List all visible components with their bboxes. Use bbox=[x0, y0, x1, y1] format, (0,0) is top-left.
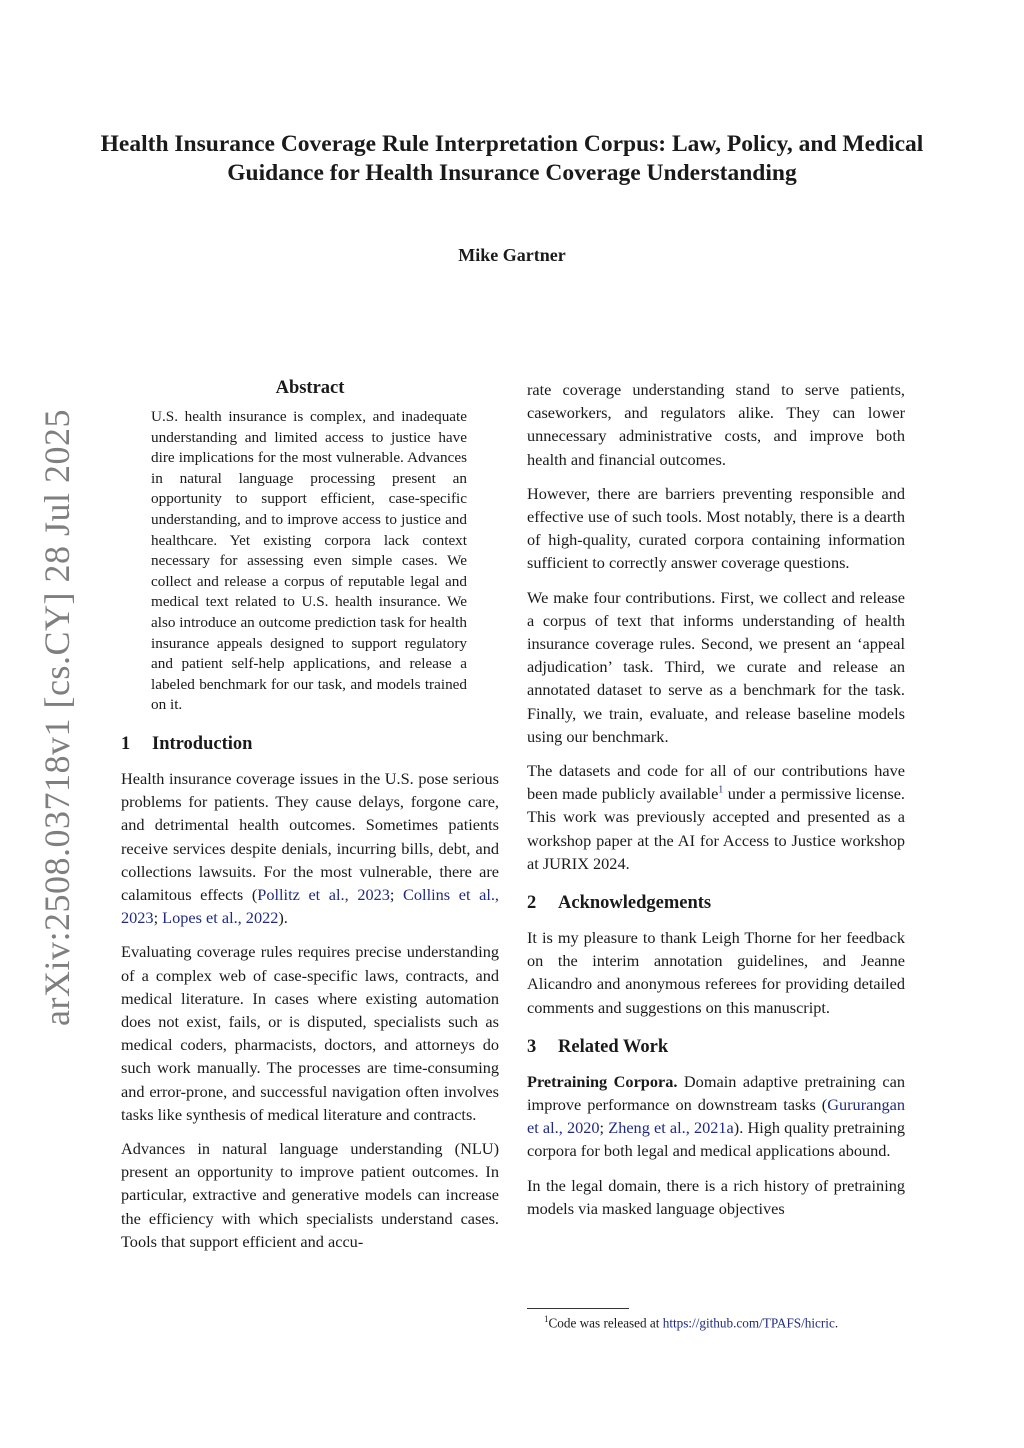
section-title: Related Work bbox=[558, 1036, 669, 1057]
ack-paragraph-1: It is my pleasure to thank Leigh Thorne for her feedback on the interim annotation guidelines, and Jeanne Alicandro and anonymous referees for providing detailed comments and suggestions on this manuscript. bbox=[527, 928, 905, 1017]
paragraph-text: ). bbox=[278, 908, 288, 928]
citation-link[interactable]: Zheng et al., 2021a bbox=[608, 1118, 734, 1138]
footnote-mark: 1 bbox=[544, 1314, 549, 1324]
abstract-text: U.S. health insurance is complex, and inadequate understanding and limited access to justice have dire implications for the most vulnerable. Advances in natural language processing present an opportunity to support efficient, case-specific understanding, and to improve access to justice and healthcare. Yet existing corpora lack context necessary for assessing even simple cases. We collect and release a corpus of reputable legal and medical text related to U.S. health insurance. We also introduce an outcome prediction task for health insurance appeals designed to support regulatory and patient self-help applications, and release a labeled benchmark for our task, and models trained on it. bbox=[151, 408, 467, 714]
footnote-reference[interactable]: 1 bbox=[718, 784, 724, 796]
citation-separator: ; bbox=[153, 908, 163, 928]
intro-paragraph-6: The datasets and code for all of our contributions have been made publicly available$^1$ under a permissive license. This work was previously accepted and presented as a workshop paper at the AI for Access to Justice workshop at JURIX 2024. bbox=[527, 761, 905, 873]
section-title: Introduction bbox=[152, 733, 253, 754]
footnote-divider bbox=[527, 1308, 629, 1309]
author-name: Mike Gartner bbox=[458, 245, 566, 265]
footnote bbox=[544, 1314, 924, 1331]
abstract-heading: Abstract bbox=[275, 378, 345, 398]
left-column bbox=[121, 378, 499, 1264]
section-heading-related-work bbox=[527, 1037, 905, 1058]
intro-paragraph-1 bbox=[121, 767, 499, 929]
section-heading-acknowledgements bbox=[527, 893, 905, 914]
citation-separator: ; bbox=[389, 884, 404, 904]
intro-paragraph-3-continued: rate coverage understanding stand to serve patients, caseworkers, and regulators alike. They can lower unnecessary administrative costs, and improve both health and financial outcomes. bbox=[527, 380, 905, 469]
paragraph-text: Health insurance coverage issues in the U.S. pose serious problems for patients. They cause delays, forgone care, and detrimental health outcomes. Sometimes patients receive services despite denials, incurring bills, debt, and collections lawsuits. For the most vulnerable, there are calamitous effects ( bbox=[121, 768, 499, 904]
section-number: 1 bbox=[121, 733, 131, 754]
intro-paragraph-3: Advances in natural language understanding (NLU) present an opportunity to improve patient outcomes. In particular, extractive and generative models can increase the efficiency with which specialists understand cases. Tools that support efficient and accu- bbox=[121, 1138, 499, 1251]
arxiv-identifier: arXiv:2508.03718v1 [cs.CY] 28 Jul 2025 bbox=[37, 409, 77, 1026]
related-paragraph-2: In the legal domain, there is a rich history of pretraining models via masked language objectives bbox=[527, 1175, 905, 1218]
right-column bbox=[527, 378, 905, 1231]
intro-paragraph-5: We make four contributions. First, we collect and release a corpus of text that informs understanding of health insurance coverage rules. Second, we present an ‘appeal adjudication’ task. Third, we curate and release an annotated dataset to serve as a benchmark for the task. Finally, we train, evaluate, and release baseline models using our benchmark. bbox=[527, 587, 905, 746]
section-title: Acknowledgements bbox=[558, 893, 712, 914]
citation-link[interactable]: Gururangan et al., 2020 bbox=[527, 1095, 905, 1138]
section-number: 2 bbox=[527, 893, 537, 914]
citation-link[interactable]: Collins et al., 2023 bbox=[121, 884, 499, 928]
section-number: 3 bbox=[527, 1036, 537, 1057]
citation-link[interactable]: Lopes et al., 2022 bbox=[162, 908, 279, 928]
code-repository-link[interactable]: https://github.com/TPAFS/hicric bbox=[662, 1315, 835, 1331]
related-paragraph-1: Pretraining Corpora. Domain adaptive pretraining can improve performance on downstream tasks (Gururangan et al., 2020; Zheng et al., 2021a). High quality pretraining corpora for both legal and medical applications abound. bbox=[527, 1071, 905, 1161]
section-heading-introduction bbox=[121, 734, 499, 755]
footnote-end: . bbox=[834, 1315, 839, 1331]
intro-paragraph-2: Evaluating coverage rules requires precise understanding of a complex web of case-specific laws, contracts, and medical literature. In cases where existing automation does not exist, fails, or is disputed, specialists such as medical coders, pharmacists, doctors, and attorneys do such work manually. The processes are time-consuming and error-prone, and successful navigation often involves tasks like synthesis of medical literature and contracts. bbox=[121, 942, 499, 1124]
footnote-text: Code was released at bbox=[548, 1315, 663, 1331]
paper-title: Health Insurance Coverage Rule Interpretation Corpus: Law, Policy, and Medical Guidance for Health Insurance Coverage Understanding bbox=[100, 131, 924, 186]
intro-paragraph-4: However, there are barriers preventing responsible and effective use of such tools. Most notably, there is a dearth of high-quality, curated corpora containing information sufficient to correctly answer coverage questions. bbox=[527, 483, 905, 573]
citation-link[interactable]: Pollitz et al., 2023 bbox=[257, 884, 390, 904]
paragraph-heading: Pretraining Corpora. bbox=[527, 1071, 678, 1091]
